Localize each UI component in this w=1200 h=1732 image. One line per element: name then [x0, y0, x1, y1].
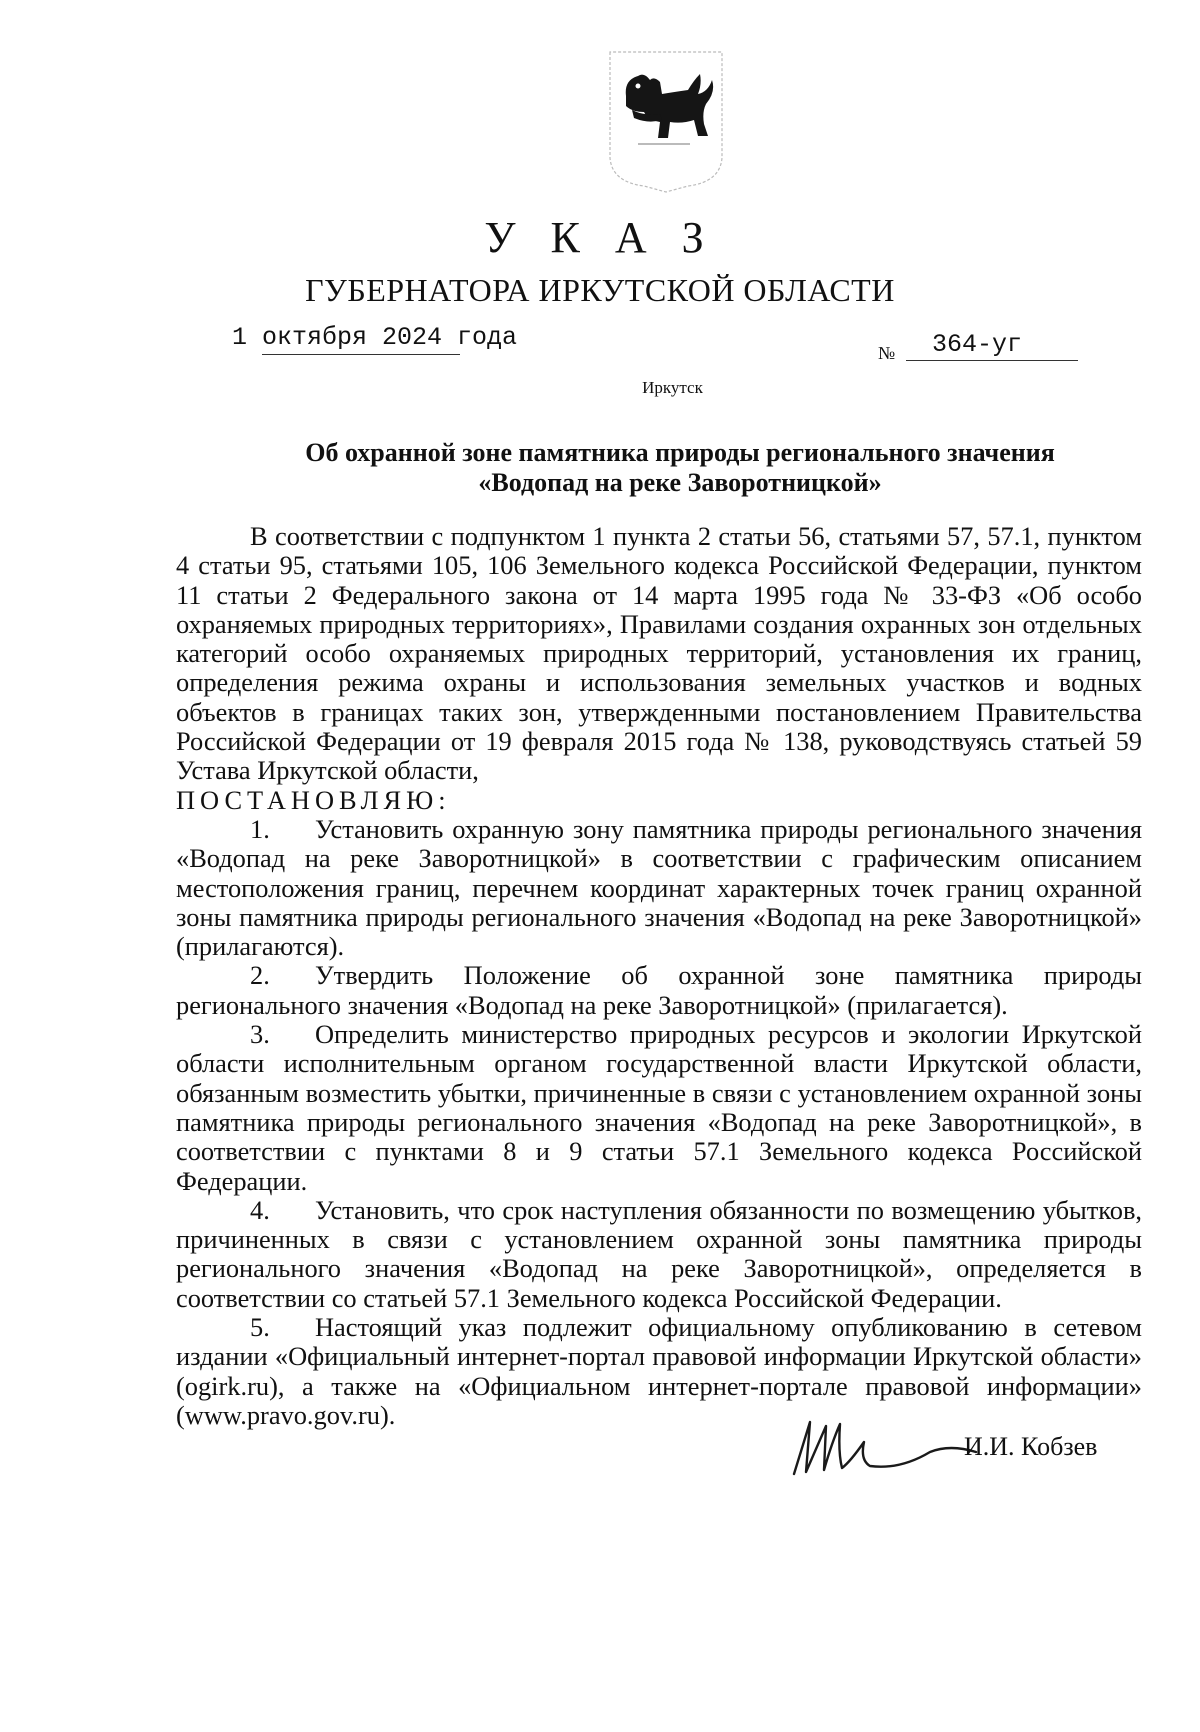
decree-item	[176, 1020, 1142, 1196]
item-text: Определить министерство природных ресурсов и экологии Иркутской области исполнительным органом государственной власти Иркутской области, обязанным возместить убытки, причиненные в связи с установлением охранной зоны памятника природы регионального значения «Водопад на реке Заворотницкой», в соответствии с пунктами 8 и 9 статьи 57.1 Земельного кодекса Российской Федерации.	[176, 1019, 1142, 1196]
item-number: 1.	[250, 813, 270, 844]
preamble-paragraph: В соответствии с подпунктом 1 пункта 2 статьи 56, статьями 57, 57.1, пунктом 4 статьи 95, статьями 105, 106 Земельного кодекса Российской Федерации, пунктом 11 статьи 2 Федерального закона от 14 марта 1995 года № 33-ФЗ «Об особо охраняемых природных территориях», Правилами создания охранных зон отдельных категорий особо охраняемых природных территорий, установления их границ, определения режима охраны и использования земельных участков и водных объектов в границах таких зон, утвержденными постановлением Правительства Российской Федерации от 19 февраля 2015 года № 138, руководствуясь статьей 59 Устава Иркутской области,	[176, 521, 1142, 786]
document-number: 364-уг	[932, 330, 1023, 359]
handwritten-signature	[780, 1412, 980, 1482]
decree-item	[176, 1313, 1142, 1430]
signatory-name: И.И. Кобзев	[964, 1432, 1098, 1461]
item-number: 4.	[250, 1194, 270, 1225]
item-number: 3.	[250, 1019, 270, 1050]
decree-item	[176, 1196, 1142, 1313]
item-text: Настоящий указ подлежит официальному опубликованию в сетевом издании «Официальный интернет-портал правовой информации Иркутской области» (ogirk.ru), а также на «Официальном интернет-портале правовой информации» (www.pravo.gov.ru).	[176, 1312, 1142, 1430]
item-number: 2.	[250, 960, 270, 991]
document-body	[176, 522, 1142, 1430]
subject-line: Об охранной зоне памятника природы регионального значения	[305, 438, 1055, 467]
item-text: Утвердить Положение об охранной зоне памятника природы регионального значения «Водопад на реке Заворотницкой» (прилагается).	[176, 960, 1142, 1020]
issuer-title: ГУБЕРНАТОРА ИРКУТСКОЙ ОБЛАСТИ	[305, 272, 895, 308]
decree-word: ПОСТАНОВЛЯЮ:	[176, 784, 451, 815]
subject-line: «Водопад на реке Заворотницкой»	[478, 468, 882, 497]
item-text: Установить охранную зону памятника природы регионального значения «Водопад на реке Заворотницкой» в соответствии с графическим описанием местоположения границ, перечнем координат характерных точек границ охранной зоны памятника природы регионального значения «Водопад на реке Заворотницкой» (прилагаются).	[176, 813, 1142, 962]
document-city: Иркутск	[642, 378, 703, 397]
decree-item	[176, 815, 1142, 961]
item-text: Установить, что срок наступления обязанности по возмещению убытков, причиненных в связи с установлением охранной зоны памятника природы регионального значения «Водопад на реке Заворотницкой», определяется в соответствии со статьей 57.1 Земельного кодекса Российской Федерации.	[176, 1194, 1142, 1313]
decree-item	[176, 961, 1142, 1020]
document-title: У К А З	[484, 213, 716, 262]
number-underline	[906, 360, 1078, 361]
coat-of-arms-icon	[604, 50, 728, 194]
number-label: №	[878, 343, 896, 363]
item-number: 5.	[250, 1312, 270, 1343]
document-subject	[180, 438, 1180, 498]
document-date: 1 октября 2024 года	[232, 323, 518, 352]
date-underline	[262, 354, 460, 355]
